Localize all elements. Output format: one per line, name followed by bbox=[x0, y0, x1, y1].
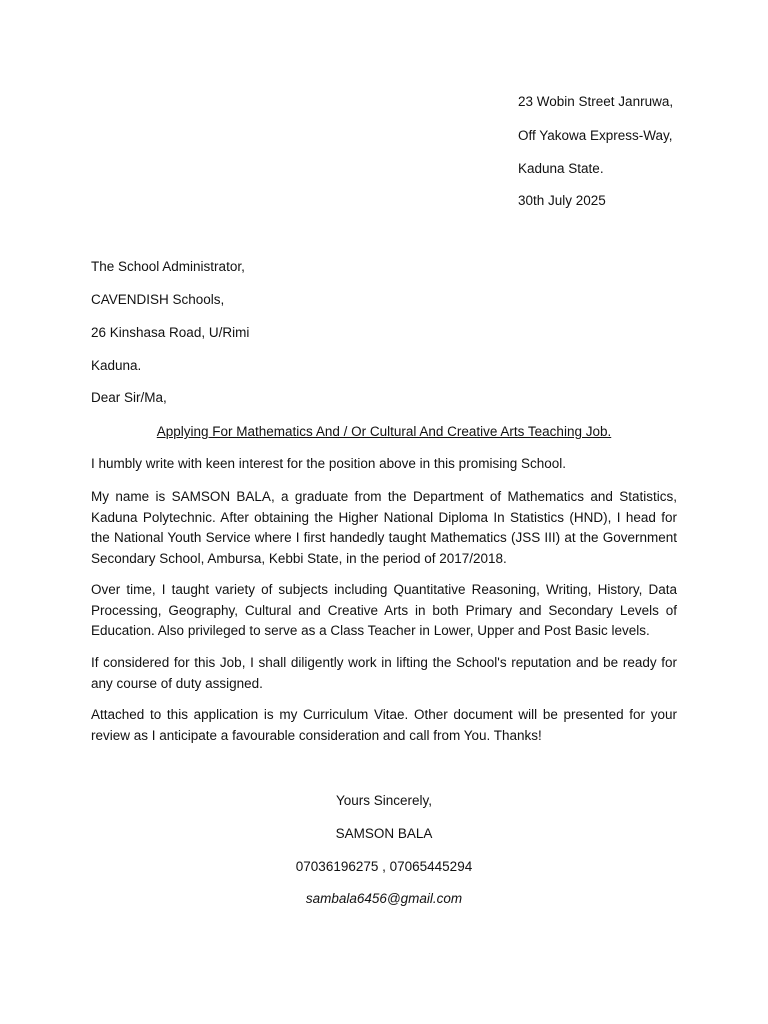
salutation: Dear Sir/Ma, bbox=[91, 390, 167, 405]
body-paragraph-3: Over time, I taught variety of subjects including Quantitative Reasoning, Writing, History, Data Processing, Geography, Cultural and Creative Arts in both Primary and Secondary Levels of Education. Also privileged to serve as a Class Teacher in Lower, Upper and Post Basic levels. bbox=[91, 582, 677, 638]
recipient-line-2: CAVENDISH Schools, bbox=[91, 292, 225, 307]
body-paragraph-1: I humbly write with keen interest for the position above in this promising School. bbox=[91, 456, 566, 471]
recipient-line-1: The School Administrator, bbox=[91, 259, 245, 274]
email-address: sambala6456@gmail.com bbox=[305, 891, 463, 906]
recipient-line-3: 26 Kinshasa Road, U/Rimi bbox=[91, 325, 250, 340]
recipient-line-4: Kaduna. bbox=[91, 358, 142, 373]
phone-numbers: 07036196275 , 07065445294 bbox=[295, 859, 473, 874]
letter-subject: Applying For Mathematics And / Or Cultural And Creative Arts Teaching Job. bbox=[156, 424, 612, 439]
sender-address-line-3: Kaduna State. bbox=[518, 161, 604, 176]
applicant-name-inline: SAMSON BALA bbox=[171, 489, 271, 504]
body-paragraph-4: If considered for this Job, I shall diligently work in lifting the School's reputation and be ready for any course of duty assigned. bbox=[91, 655, 677, 691]
valediction: Yours Sincerely, bbox=[335, 793, 433, 808]
signatory-name: SAMSON BALA bbox=[335, 826, 433, 841]
body-paragraph-2-rest: , a graduate from the Department of Mathematics and Statistics, Kaduna Polytechnic. After obtaining the Higher National Diploma In Statistics (HND), I head for the National Youth Service where I first handedly taught Mathematics (JSS III) at the Government Secondary School, Ambursa, Kebbi State, in the period of 2017/2018. bbox=[91, 489, 677, 566]
body-paragraph-5: Attached to this application is my Curriculum Vitae. Other document will be presented for your review as I anticipate a favourable consideration and call from You. Thanks! bbox=[91, 707, 677, 743]
body-paragraph-2-prefix: My name is bbox=[91, 489, 172, 504]
sender-address-line-1: 23 Wobin Street Janruwa, bbox=[518, 94, 674, 109]
body-paragraph-2 bbox=[91, 487, 677, 569]
sender-address-line-2: Off Yakowa Express-Way, bbox=[518, 128, 673, 143]
letter-date: 30th July 2025 bbox=[518, 193, 606, 208]
